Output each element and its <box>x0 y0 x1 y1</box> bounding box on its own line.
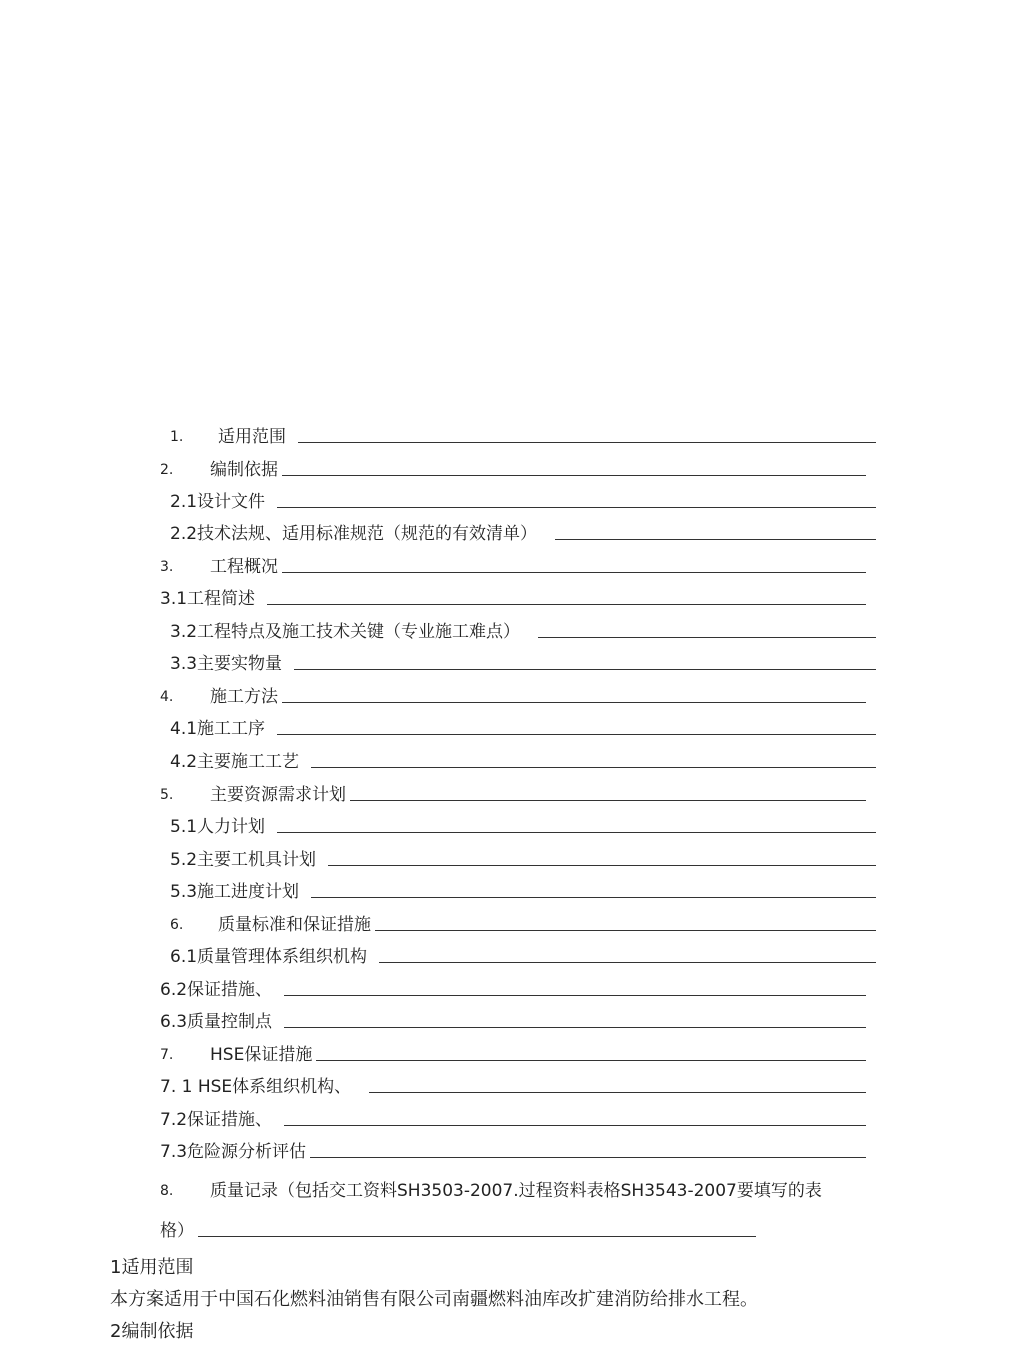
section-paragraph-1: 本方案适用于中国石化燃料油销售有限公司南疆燃料油库改扩建消防给排水工程。 <box>110 1289 758 1310</box>
toc-entry-3-3[interactable] <box>170 651 876 675</box>
toc-number: 4. <box>160 689 174 705</box>
toc-title: 主要资源需求计划 <box>210 785 346 805</box>
toc-leader <box>555 539 876 540</box>
toc-entry-4-2[interactable] <box>170 749 876 773</box>
toc-entry-3-1[interactable] <box>160 586 866 610</box>
toc-title: 格） <box>160 1221 194 1241</box>
toc-number: 8. <box>160 1183 174 1199</box>
toc-leader <box>311 897 876 898</box>
toc-entry-6-3[interactable] <box>160 1009 866 1033</box>
toc-entry-6[interactable] <box>170 912 876 936</box>
toc-title: 编制依据 <box>210 460 278 480</box>
toc-number: 6. <box>170 917 184 933</box>
toc-leader <box>375 930 876 931</box>
toc-entry-8-cont[interactable] <box>160 1218 756 1242</box>
toc-leader <box>277 832 876 833</box>
toc-title: 施工方法 <box>210 687 278 707</box>
toc-title: 2.1设计文件 <box>170 492 266 512</box>
toc-entry-7-3[interactable] <box>160 1139 866 1163</box>
toc-title: 7. 1 HSE体系组织机构、 <box>160 1077 352 1097</box>
toc-title: 质量记录（包括交工资料SH3503-2007.过程资料表格SH3543-2007要填写的表 <box>210 1181 822 1201</box>
toc-entry-4[interactable] <box>160 684 866 708</box>
toc-entry-5-3[interactable] <box>170 879 876 903</box>
toc-leader <box>310 1157 866 1158</box>
toc-leader <box>311 767 876 768</box>
toc-leader <box>282 702 866 703</box>
toc-entry-6-2[interactable] <box>160 977 866 1001</box>
toc-leader <box>538 637 876 638</box>
toc-number: 5. <box>160 787 174 803</box>
toc-leader <box>284 1125 866 1126</box>
toc-title: 3.1工程简述 <box>160 589 256 609</box>
toc-entry-6-1[interactable] <box>170 944 876 968</box>
toc-leader <box>282 475 866 476</box>
toc-leader <box>284 1027 866 1028</box>
toc-leader <box>298 442 876 443</box>
toc-title: 适用范围 <box>218 427 286 447</box>
toc-title: 4.1施工工序 <box>170 719 266 739</box>
toc-leader <box>282 572 866 573</box>
toc-number: 2. <box>160 462 174 478</box>
toc-entry-3-2[interactable] <box>170 619 876 643</box>
toc-entry-2-2[interactable] <box>170 521 876 545</box>
toc-leader <box>328 865 876 866</box>
toc-entry-5-2[interactable] <box>170 847 876 871</box>
toc-entry-5-1[interactable] <box>170 814 876 838</box>
toc-leader <box>198 1236 756 1237</box>
toc-title: 7.2保证措施、 <box>160 1110 273 1130</box>
toc-title: 3.2工程特点及施工技术关键（专业施工难点） <box>170 622 521 642</box>
toc-title: 6.1质量管理体系组织机构 <box>170 947 368 967</box>
toc-entry-3[interactable] <box>160 554 866 578</box>
toc-entry-2-1[interactable] <box>170 489 876 513</box>
toc-entry-2[interactable] <box>160 457 866 481</box>
toc-entry-8[interactable] <box>160 1178 880 1202</box>
toc-title: 6.2保证措施、 <box>160 980 273 1000</box>
toc-title: 5.3施工进度计划 <box>170 882 300 902</box>
toc-number: 3. <box>160 559 174 575</box>
toc-title: 6.3质量控制点 <box>160 1012 273 1032</box>
toc-leader <box>316 1060 866 1061</box>
toc-entry-1[interactable] <box>170 424 876 448</box>
toc-entry-7-2[interactable] <box>160 1107 866 1131</box>
section-heading-2: 2编制依据 <box>110 1321 194 1342</box>
toc-leader <box>379 962 876 963</box>
toc-leader <box>284 995 866 996</box>
toc-title: 5.1人力计划 <box>170 817 266 837</box>
toc-title: 2.2技术法规、适用标准规范（规范的有效清单） <box>170 524 538 544</box>
toc-leader <box>267 604 866 605</box>
toc-entry-5[interactable] <box>160 782 866 806</box>
toc-number: 7. <box>160 1047 174 1063</box>
toc-entry-7-1[interactable] <box>160 1074 866 1098</box>
toc-title: 3.3主要实物量 <box>170 654 283 674</box>
toc-title: 4.2主要施工工艺 <box>170 752 300 772</box>
toc-leader <box>350 800 866 801</box>
toc-entry-7[interactable] <box>160 1042 866 1066</box>
toc-number: 1. <box>170 429 184 445</box>
toc-entry-4-1[interactable] <box>170 716 876 740</box>
toc-title: 工程概况 <box>210 557 278 577</box>
toc-title: 质量标准和保证措施 <box>218 915 371 935</box>
toc-leader <box>277 507 876 508</box>
toc-title: 7.3危险源分析评估 <box>160 1142 307 1162</box>
section-heading-1: 1适用范围 <box>110 1257 194 1278</box>
toc-leader <box>294 669 876 670</box>
toc-leader <box>277 734 876 735</box>
toc-title: HSE保证措施 <box>210 1045 313 1065</box>
toc-title: 5.2主要工机具计划 <box>170 850 317 870</box>
toc-leader <box>369 1092 866 1093</box>
